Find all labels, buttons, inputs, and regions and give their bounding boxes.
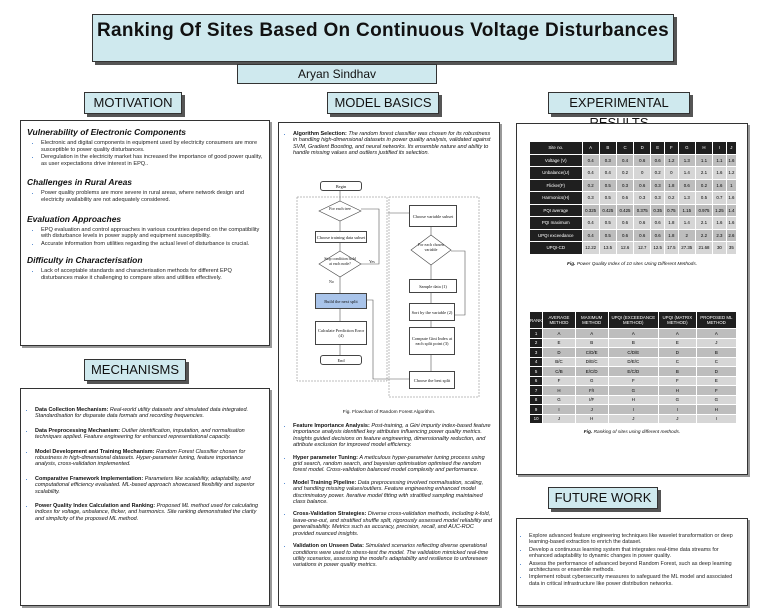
table-cell: Harmonics(H): [530, 192, 583, 205]
table-cell: J: [658, 414, 696, 424]
table-header-cell: J: [726, 142, 736, 155]
table-cell: 0.4: [582, 167, 599, 180]
table-cell: I: [608, 405, 658, 415]
table-cell: 6: [530, 376, 543, 386]
table-cell: D: [658, 348, 696, 358]
table-cell: 0.6: [651, 217, 665, 230]
table-cell: 0.2: [582, 179, 599, 192]
table-cell: 10: [530, 414, 543, 424]
table-cell: UPQI exceedance: [530, 229, 583, 242]
flow-no: No: [329, 279, 334, 284]
motivation-bullets: [21, 140, 269, 167]
rank-caption-label: Fig.: [583, 430, 593, 435]
table-cell: 2.2: [695, 229, 712, 242]
table-cell: H: [575, 414, 608, 424]
table-cell: 3: [530, 348, 543, 358]
table-header-cell: B: [599, 142, 616, 155]
table-cell: 0.2: [695, 179, 712, 192]
table-row: [530, 367, 737, 377]
flow-sample-data: Sample data (1): [409, 279, 457, 293]
model-basics-label: Model Training Pipeline:: [293, 479, 357, 486]
table-cell: A: [575, 329, 608, 339]
table-cell: 12.5: [651, 242, 665, 255]
mechanism-label: Data Collection Mechanism:: [35, 407, 109, 413]
table-cell: 1: [726, 179, 736, 192]
table-cell: A: [608, 329, 658, 339]
motivation-content: [21, 127, 269, 282]
motivation-bullets: [21, 268, 269, 281]
motivation-bullet: • EPQ evaluation and control approaches in various countries depend on the compatibility with disturbance levels in power supply and equipment susceptibility.: [41, 227, 265, 240]
table-cell: 0.5: [599, 217, 616, 230]
future-item: • Develop a continuous learning system that integrates real-time data streams for enhanced adaptability to dynamic changes in power quality.: [529, 547, 743, 560]
pqi-caption-text: Power Quality Index of 10 sites Using Different Methods.: [576, 262, 698, 267]
table-cell: 0.6: [651, 229, 665, 242]
table-cell: Unbalance(U): [530, 167, 583, 180]
motivation-bullet: • Lack of acceptable standards and characterisation methods for different EPQ disturbances make it challenging to compare sites and utilities effectively.: [41, 268, 265, 281]
table-header-row: [530, 312, 737, 329]
table-cell: B: [608, 338, 658, 348]
table-cell: G: [575, 376, 608, 386]
table-cell: 0.5: [695, 192, 712, 205]
mechanism-text: Proposed ML method used for calculating indices for voltage, unbalance, flicker, and harmonics. Site ranking demonstrated the clarity and simplicity of the proposed ML method.: [35, 503, 259, 522]
table-cell: 0: [634, 167, 651, 180]
table-cell: H: [608, 395, 658, 405]
model-basics-list: [279, 423, 497, 575]
mechanism-label: Comparative Framework Implementation:: [35, 475, 144, 482]
table-cell: 0.4: [582, 154, 599, 167]
table-header-cell: I: [713, 142, 727, 155]
table-cell: PQI maximum: [530, 217, 583, 230]
mechanism-item: [35, 449, 265, 468]
table-cell: F: [696, 386, 736, 396]
table-cell: 12.22: [582, 242, 599, 255]
table-cell: 0.6: [651, 154, 665, 167]
table-cell: 1.8: [665, 217, 679, 230]
flow-calc-error: Calculate Prediction Error (4): [315, 321, 367, 345]
mechanism-text: Outlier identification, imputation, and normalisation techniques applied. Feature engineering for enhanced representational capacity.: [35, 427, 245, 441]
motivation-heading: Challenges in Rural Areas: [27, 177, 133, 188]
table-cell: 17.5: [665, 242, 679, 255]
motivation-bullet: • Deregulation in the electricity market has increased the importance of good power quality, as user expectations drive interest in EPQ..: [41, 154, 265, 167]
model-basics-text: Data preprocessing involved normalisation, scaling, and handling missing values/outliers. Feature engineering enhanced model discriminatory power. Iterative model fitting with stratified sampling maintained class balance.: [293, 479, 484, 506]
table-cell: 0.2: [616, 167, 633, 180]
table-row: [530, 217, 737, 230]
mechanisms-header: MECHANISMS: [84, 359, 186, 381]
table-cell: 0.3: [616, 179, 633, 192]
table-header-cell: D: [634, 142, 651, 155]
table-cell: I/F: [575, 395, 608, 405]
table-row: [530, 348, 737, 358]
table-header-cell: C: [616, 142, 633, 155]
motivation-heading: Vulnerability of Electronic Components: [27, 127, 187, 137]
mechanism-label: Power Quality Index Calculation and Ranking:: [35, 503, 156, 510]
table-cell: 2.1: [695, 217, 712, 230]
table-row: [530, 395, 737, 405]
table-cell: C/B: [543, 367, 576, 377]
motivation-bullets: [21, 190, 269, 203]
mechanism-item: [35, 503, 265, 522]
table-cell: C: [696, 357, 736, 367]
mechanism-item: [35, 428, 265, 441]
table-cell: 1.4: [678, 217, 695, 230]
future-list: [517, 533, 747, 587]
table-row: [530, 386, 737, 396]
algorithm-text: The random forest classifier was chosen for its robustness in handling high-dimensional datasets in power quality analysis, validated against SVM, Gradient Boosting, and neural networks. Its ensemble nature and ability to handle missing values and outliers justified its selection.: [293, 131, 491, 157]
table-row: [530, 229, 737, 242]
model-basics-label: Cross-Validation Strategies:: [293, 511, 367, 518]
table-header-cell: F: [665, 142, 679, 155]
table-cell: E: [658, 338, 696, 348]
table-row: [530, 405, 737, 415]
flow-choose-best: Choose the best split: [409, 371, 455, 389]
model-basics-item: [293, 455, 493, 474]
table-cell: A: [696, 329, 736, 339]
table-cell: 5: [530, 367, 543, 377]
motivation-bullet: • Electronic and digital components in equipment used by electricity consumers are more susceptible to power quality disturbances.: [41, 140, 265, 153]
mechanism-label: Data Preprocessing Mechanism:: [35, 427, 120, 434]
table-cell: G: [696, 395, 736, 405]
table-cell: D/E/C: [575, 357, 608, 367]
table-cell: 0.3: [651, 179, 665, 192]
table-header-cell: RANK: [530, 312, 543, 329]
table-cell: F: [608, 376, 658, 386]
table-cell: C/D/E: [608, 348, 658, 358]
future-item: • Explore advanced feature engineering techniques like wavelet transformation or deep learning-based extraction to enrich the dataset.: [529, 533, 743, 546]
table-cell: I: [658, 405, 696, 415]
table-row: [530, 329, 737, 339]
table-cell: 0.4: [582, 217, 599, 230]
table-header-cell: A: [582, 142, 599, 155]
table-cell: 0.375: [634, 204, 651, 217]
table-cell: 1.8: [665, 229, 679, 242]
flowchart-caption: Fig. Flowchart of Random Forest Algorithm.: [342, 410, 436, 415]
table-cell: A: [658, 329, 696, 339]
model-basics-label: Validation on Unseen Data:: [293, 543, 364, 550]
table-cell: 0.3: [599, 154, 616, 167]
model-basics-item: [293, 423, 493, 449]
table-cell: B: [696, 348, 736, 358]
model-basics-label: Feature Importance Analysis:: [293, 423, 370, 429]
future-item: • Implement robust cybersecurity measures to safeguard the ML model and associated data in critical infrastructure like power distribution networks.: [529, 574, 743, 587]
table-cell: 21.68: [695, 242, 712, 255]
flow-sort-by: Sort by the variable (2): [409, 303, 455, 321]
flow-yes: Yes: [369, 259, 375, 264]
table-cell: J: [543, 414, 576, 424]
table-cell: 1.25: [713, 204, 727, 217]
table-cell: I: [696, 414, 736, 424]
table-cell: 30: [713, 242, 727, 255]
table-cell: 1.8: [665, 179, 679, 192]
motivation-bullet: • Power quality problems are more severe in rural areas, where network design and electricity availability are not adequately considered.: [41, 190, 265, 203]
table-cell: 0.6: [616, 229, 633, 242]
table-cell: A: [543, 329, 576, 339]
table-cell: 1.6: [713, 167, 727, 180]
table-cell: J: [608, 414, 658, 424]
table-cell: 1.2: [665, 154, 679, 167]
table-header-cell: H: [695, 142, 712, 155]
table-cell: 0.3: [651, 192, 665, 205]
table-row: [530, 376, 737, 386]
table-cell: I: [543, 405, 576, 415]
flow-build-split: Build the next split: [315, 293, 367, 309]
table-cell: G: [543, 395, 576, 405]
motivation-header: MOTIVATION: [84, 92, 182, 114]
table-header-cell: UPQI (EXCEEDANCE METHOD): [608, 312, 658, 329]
algorithm-item: [293, 131, 495, 157]
table-cell: 0: [665, 167, 679, 180]
table-cell: 0.5: [599, 229, 616, 242]
mechanism-text: Random Forest Classifier chosen for robustness in high-dimensional datasets. Hyper-parameter tuning, feature importance analysis, cross-validation implemented.: [35, 448, 246, 468]
table-cell: 1.3: [678, 192, 695, 205]
table-cell: E/C/D: [608, 367, 658, 377]
flow-for-each-chosen: For each chosen variable: [418, 242, 444, 252]
motivation-panel: [20, 120, 270, 346]
motivation-heading: Difficulty in Characterisation: [27, 255, 143, 266]
flowchart: [289, 175, 489, 407]
table-cell: 7: [530, 386, 543, 396]
table-cell: 0.5: [599, 179, 616, 192]
table-cell: 1.4: [726, 204, 736, 217]
table-cell: 0.75: [665, 204, 679, 217]
table-cell: B/C: [543, 357, 576, 367]
table-cell: 2.1: [695, 167, 712, 180]
poster-title-box: [92, 14, 674, 62]
table-header-cell: E: [651, 142, 665, 155]
model-basics-label: Hyper parameter Tuning:: [293, 454, 358, 461]
table-cell: B: [658, 367, 696, 377]
table-row: [530, 242, 737, 255]
table-cell: 0.5: [599, 192, 616, 205]
table-cell: H: [543, 386, 576, 396]
table-cell: 0.3: [582, 192, 599, 205]
table-cell: 0.6: [634, 179, 651, 192]
mechanisms-panel: [20, 388, 270, 606]
ranking-table: [529, 311, 737, 424]
table-cell: D/E/C: [608, 357, 658, 367]
flow-for-each-tree: For each tree: [329, 206, 351, 211]
table-cell: 0.6: [634, 229, 651, 242]
table-cell: D: [696, 367, 736, 377]
table-cell: 0.6: [616, 192, 633, 205]
table-row: [530, 167, 737, 180]
flow-choose-variable: Choose variable subset: [409, 205, 457, 227]
table-cell: E: [696, 376, 736, 386]
model-basics-panel: [278, 122, 500, 606]
experimental-header: EXPERIMENTAL: [548, 92, 690, 114]
future-item: • Assess the performance of advanced beyond Random Forest, such as deep learning architectures or ensemble methods.: [529, 561, 743, 574]
table-cell: 0.35: [651, 204, 665, 217]
flowchart-arrows: [289, 175, 489, 407]
table-cell: 0.3: [634, 192, 651, 205]
table-cell: 0.6: [634, 217, 651, 230]
flow-stop-condition: Stop condition hold at each node?: [324, 256, 356, 266]
table-header-cell: G: [678, 142, 695, 155]
ranking-table-caption: [517, 430, 747, 435]
table-header-cell: MAXIMUM METHOD: [575, 312, 608, 329]
table-cell: 35: [726, 242, 736, 255]
model-basics-text: Post-training, a Gini impurity index-based feature importance analysis identified key attributes influencing power quality metrics. Insights guided decisions on feature engineering, dimensionality reduction, and attribute exclusion for improved model efficiency.: [293, 423, 491, 449]
mechanism-item: [35, 476, 265, 495]
table-cell: D: [543, 348, 576, 358]
table-cell: B: [575, 338, 608, 348]
table-row: [530, 154, 737, 167]
table-cell: 1.4: [678, 167, 695, 180]
pqi-table-caption: [517, 262, 747, 267]
table-cell: 0.4: [582, 229, 599, 242]
table-cell: H: [696, 405, 736, 415]
table-cell: 0.2: [665, 192, 679, 205]
table-row: [530, 357, 737, 367]
table-cell: F/I: [575, 386, 608, 396]
table-cell: UPQI-CD: [530, 242, 583, 255]
table-cell: 1.1: [713, 154, 727, 167]
table-cell: G: [658, 395, 696, 405]
table-row: [530, 192, 737, 205]
table-header-cell: Site no.: [530, 142, 583, 155]
table-cell: 1: [530, 329, 543, 339]
table-cell: J: [575, 405, 608, 415]
table-cell: 12.6: [616, 242, 633, 255]
table-cell: 2: [530, 338, 543, 348]
table-cell: Flicker(F): [530, 179, 583, 192]
table-cell: 1.15: [678, 204, 695, 217]
table-cell: J: [696, 338, 736, 348]
flow-begin: Begin: [320, 181, 362, 191]
mechanism-text: Real-world utility datasets and simulated data integrated. Standardisation for disparate data formats and recording frequencies.: [35, 407, 249, 420]
experimental-panel: [516, 123, 748, 475]
table-cell: 1.3: [678, 154, 695, 167]
mechanism-item: [35, 407, 265, 420]
table-cell: 0.6: [678, 179, 695, 192]
table-cell: E: [543, 338, 576, 348]
future-header: FUTURE WORK: [548, 487, 658, 509]
author-box: Aryan Sindhav: [237, 64, 437, 84]
motivation-bullet: • Accurate information from utilities regarding the actual level of disturbance is crucial.: [41, 241, 265, 248]
table-cell: 2: [678, 229, 695, 242]
table-cell: 2.3: [713, 229, 727, 242]
table-cell: 1.1: [695, 154, 712, 167]
model-basics-item: [293, 480, 493, 506]
table-cell: 1.6: [713, 217, 727, 230]
table-cell: 2.6: [726, 229, 736, 242]
mechanisms-list: [21, 407, 269, 522]
table-cell: 1.6: [726, 217, 736, 230]
table-cell: 0.975: [695, 204, 712, 217]
table-cell: 8: [530, 395, 543, 405]
flow-end: End: [320, 355, 362, 365]
table-cell: 1.2: [726, 167, 736, 180]
table-cell: H: [658, 386, 696, 396]
table-header-cell: PROPOSED ML METHOD: [696, 312, 736, 329]
mechanism-text: Parameters like scalability, adaptability, and computational efficiency evaluated. ML-based approach showcased flexibility and superior scalability.: [35, 475, 255, 495]
table-cell: 0.425: [599, 204, 616, 217]
table-cell: 0.4: [599, 167, 616, 180]
model-basics-header: MODEL BASICS: [327, 92, 439, 114]
mechanism-label: Model Development and Training Mechanism:: [35, 448, 155, 455]
table-cell: 0.6: [634, 154, 651, 167]
table-cell: G: [608, 386, 658, 396]
table-cell: PQI average: [530, 204, 583, 217]
motivation-heading: Evaluation Approaches: [27, 213, 122, 224]
table-header-row: [530, 142, 737, 155]
table-cell: 1.6: [726, 154, 736, 167]
table-cell: 0.7: [713, 192, 727, 205]
future-panel: [516, 518, 748, 606]
table-cell: C: [658, 357, 696, 367]
table-cell: F: [658, 376, 696, 386]
pqi-table: [529, 141, 737, 255]
table-cell: 0.325: [582, 204, 599, 217]
table-row: [530, 338, 737, 348]
motivation-bullets: [21, 227, 269, 248]
table-cell: 1.6: [713, 179, 727, 192]
table-row: [530, 414, 737, 424]
model-basics-item: [293, 543, 493, 569]
table-cell: 12.7: [634, 242, 651, 255]
algorithm-label: Algorithm Selection:: [293, 131, 347, 137]
model-basics-text: A meticulous hyper-parameter tuning process using grid search, random search, and bayesian optimisation optimised the random forest model. Cross-validation balanced model complexity and performance.: [293, 454, 485, 474]
table-cell: E/C/D: [575, 367, 608, 377]
table-row: [530, 179, 737, 192]
table-cell: 13.5: [599, 242, 616, 255]
table-cell: 4: [530, 357, 543, 367]
table-cell: Voltage (V): [530, 154, 583, 167]
table-header-cell: UPQI (MATRIX METHOD): [658, 312, 696, 329]
poster-title: Ranking Of Sites Based On Continuous Voltage Disturbances: [96, 20, 670, 41]
flow-compute-gini: Compute Gini Index at each split point (3): [409, 327, 455, 355]
algorithm-list: [279, 131, 499, 157]
table-cell: 0.425: [616, 204, 633, 217]
rank-caption-text: Ranking of sites using different methods.: [593, 430, 681, 435]
flow-choose-training: Choose training data subset: [315, 231, 367, 243]
table-cell: C/D/E: [575, 348, 608, 358]
table-header-cell: AVERAGE METHOD: [543, 312, 576, 329]
table-cell: 27.35: [678, 242, 695, 255]
model-basics-text: Simulated scenarios reflecting diverse operational conditions were used to stress-test the model. The validation mimicked real-time utility scenarios, assessing the model's adaptability and resilience to unforeseen variations in power quality metrics.: [293, 543, 489, 569]
table-cell: 1.6: [726, 192, 736, 205]
model-basics-item: [293, 511, 493, 537]
table-row: [530, 204, 737, 217]
table-cell: 0.4: [616, 154, 633, 167]
table-cell: F: [543, 376, 576, 386]
table-cell: 0.6: [616, 217, 633, 230]
table-cell: 0.2: [651, 167, 665, 180]
pqi-caption-label: Fig.: [566, 262, 576, 267]
table-cell: 9: [530, 405, 543, 415]
model-basics-text: Diverse cross-validation methods, including k-fold, leave-one-out, and stratified shuffle split, rigorously assessed model reliability and generalisability. Metrics such as accuracy, precision, recall, and AUC-ROC provided nuanced insights.: [293, 511, 493, 537]
